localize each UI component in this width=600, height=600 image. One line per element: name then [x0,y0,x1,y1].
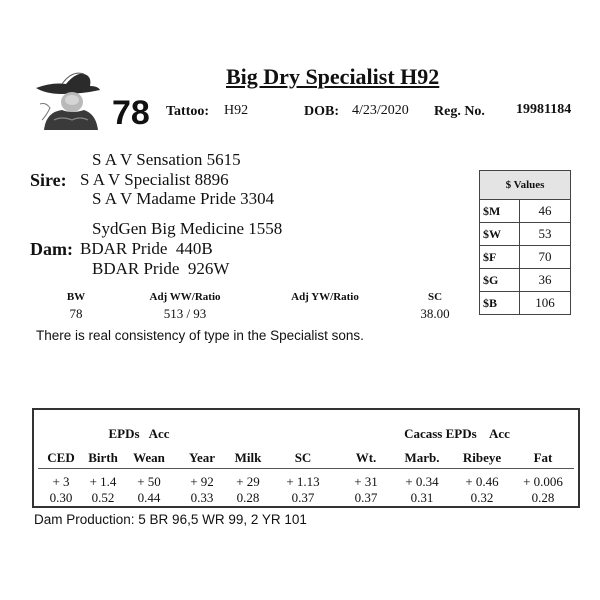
dollar-row [480,292,571,315]
epd-col-marb: Marb. [404,450,440,465]
epd-accuracy: 0.30 [49,490,73,505]
epd-accuracy: 0.32 [470,490,494,505]
sc-value: 38.00 [420,306,450,321]
tattoo-label: Tattoo: [166,104,210,119]
epd-value: + 0.46 [465,474,499,489]
epd-value: + 50 [137,474,161,489]
bw-header: BW [66,291,86,303]
dob-label: DOB: [304,104,339,119]
dollar-label: $B [480,292,520,315]
epd-col-year: Year [189,450,215,465]
dollar-value: 106 [520,292,571,315]
dollar-value: 70 [520,246,571,269]
epd-value: + 31 [354,474,378,489]
dam-sire: SydGen Big Medicine 1558 [92,219,283,238]
dob-value: 4/23/2020 [352,103,409,118]
comment-text: There is real consistency of type in the Specialist sons. [36,328,364,343]
dollar-label: $M [480,200,520,223]
animal-name-title: Big Dry Specialist H92 [226,64,440,89]
dollar-values-table [479,170,571,315]
epd-col-ced: CED [47,450,75,465]
sire-label: Sire: [30,170,67,190]
epd-accuracy: 0.33 [190,490,214,505]
epd-table [32,408,580,508]
epd-col-fat: Fat [533,450,553,465]
epd-col-sc: SC [294,450,312,465]
epd-col-milk: Milk [234,450,262,465]
epd-value: + 0.34 [405,474,439,489]
adj-ww-value: 513 / 93 [163,306,207,321]
carcass-epd-group-header: Cacass EPDs Acc [404,426,510,441]
dollar-row [480,269,571,292]
epd-value: + 29 [236,474,260,489]
tattoo-value: H92 [224,103,249,118]
epd-group-header: EPDs Acc [108,426,170,441]
dam-production: Dam Production: 5 BR 96,5 WR 99, 2 YR 101 [34,512,307,527]
epd-accuracy: 0.28 [531,490,555,505]
dollar-values-title: $ Values [480,171,571,200]
cowboy-photo [32,64,102,130]
dollar-value: 36 [520,269,571,292]
epd-value: + 1.4 [89,474,117,489]
epd-accuracy: 0.52 [91,490,115,505]
dollar-row [480,200,571,223]
adj-ww-header: Adj WW/Ratio [149,291,221,303]
epd-accuracy: 0.37 [354,490,378,505]
epd-accuracy: 0.44 [137,490,161,505]
bw-value: 78 [69,306,83,321]
dollar-label: $F [480,246,520,269]
dollar-value: 46 [520,200,571,223]
epd-col-ribeye: Ribeye [462,450,502,465]
epd-accuracy: 0.28 [236,490,260,505]
epd-accuracy: 0.37 [291,490,315,505]
dollar-row [480,223,571,246]
dam-label: Dam: [30,239,73,259]
dollar-row [480,246,571,269]
dam-name: BDAR Pride 440B [80,239,213,258]
epd-value: + 92 [190,474,214,489]
sire-name: S A V Specialist 8896 [80,170,229,189]
epd-value: + 1.13 [286,474,320,489]
adj-yw-header: Adj YW/Ratio [291,291,359,303]
epd-col-birth: Birth [88,450,118,465]
sire-dam: S A V Madame Pride 3304 [92,189,275,208]
sc-header: SC [427,291,443,303]
reg-label: Reg. No. [434,104,485,119]
reg-value: 19981184 [516,102,572,117]
epd-divider [38,468,574,469]
epd-value: + 0.006 [523,474,563,489]
dam-dam: BDAR Pride 926W [92,259,230,278]
sire-sire: S A V Sensation 5615 [92,150,241,169]
epd-value: + 3 [52,474,70,489]
dollar-value: 53 [520,223,571,246]
dollar-label: $G [480,269,520,292]
epd-col-wean: Wean [133,450,165,465]
epd-col-wt: Wt. [355,450,377,465]
dollar-label: $W [480,223,520,246]
lot-number: 78 [112,94,150,132]
epd-accuracy: 0.31 [410,490,434,505]
